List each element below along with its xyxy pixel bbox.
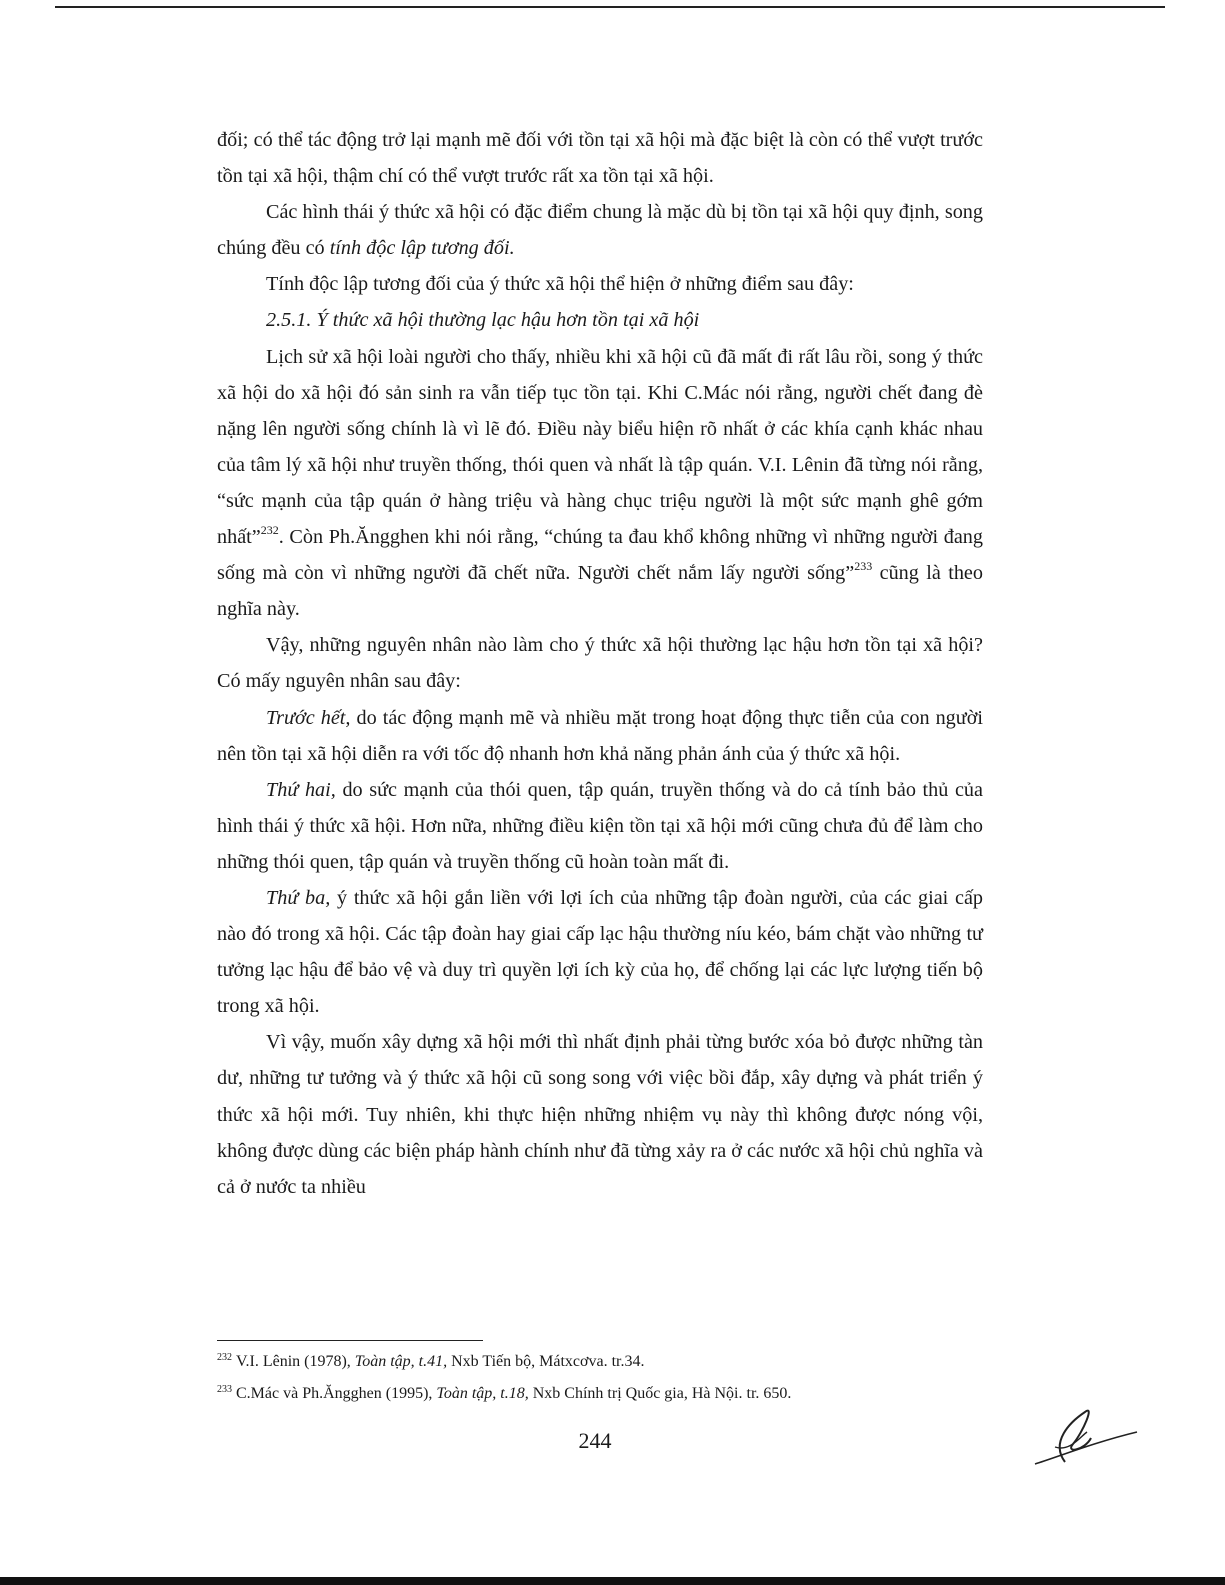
paragraph-cause-first xyxy=(217,700,983,772)
paragraph-text: cũng là theo nghĩa này. xyxy=(217,562,983,621)
emphasis-text: Thứ ba, xyxy=(266,886,331,909)
section-heading: 2.5.1. Ý thức xã hội thường lạc hậu hơn tồn tại xã hội xyxy=(266,309,700,332)
footnote-ref-232: 232 xyxy=(260,523,279,538)
scan-edge-bottom xyxy=(0,1577,1225,1585)
footnote-text: C.Mác và Ph.Ăngghen (1995), xyxy=(236,1385,437,1402)
footnote-232 xyxy=(217,1347,997,1379)
footnotes xyxy=(217,1347,997,1411)
paragraph-text: do sức mạnh của thói quen, tập quán, truyền thống và do cả tính bảo thủ của hình thái ý thức xã hội. Hơn nữa, những điều kiện tồn tại xã hội mới cũng chưa đủ để làm cho những thói quen, tập quán và truyền thống cũ hoàn toàn mất đi. xyxy=(217,778,983,873)
paragraph-continuation: đối; có thể tác động trở lại mạnh mẽ đối với tồn tại xã hội mà đặc biệt là còn có thể vượt trước tồn tại xã hội, thậm chí có thể vượt trước rất xa tồn tại xã hội. xyxy=(217,129,983,188)
signature-mark xyxy=(1025,1392,1145,1472)
footnote-text: V.I. Lênin (1978), xyxy=(236,1353,355,1370)
page-number: 244 xyxy=(578,1428,612,1453)
paragraph-text: ý thức xã hội gắn liền với lợi ích của những tập đoàn người, của các giai cấp nào đó trong xã hội. Các tập đoàn hay giai cấp lạc hậu thường níu kéo, bám chặt vào những tư tưởng lạc hậu để bảo vệ và duy trì quyền lợi ích kỳ của họ, để chống lại các lực lượng tiến bộ trong xã hội. xyxy=(217,886,983,1018)
emphasis-text: Thứ hai, xyxy=(266,778,336,801)
paragraph-intro-points: Tính độc lập tương đối của ý thức xã hội thể hiện ở những điểm sau đây: xyxy=(266,273,854,296)
paragraph-text: . Còn Ph.Ăngghen khi nói rằng, “chúng ta đau khổ không những vì những người đang sống mà còn vì những người đã chết nữa. Người chết nắm lấy người sống” xyxy=(217,526,983,585)
emphasis-text: Trước hết, xyxy=(266,706,351,729)
scan-edge-top xyxy=(55,6,1165,8)
footnote-233 xyxy=(217,1379,997,1411)
footnote-number: 233 xyxy=(217,1384,232,1395)
paragraph-causes-question: Vậy, những nguyên nhân nào làm cho ý thức xã hội thường lạc hậu hơn tồn tại xã hội? Có mấy nguyên nhân sau đây: xyxy=(217,634,983,693)
paragraph-conclusion: Vì vậy, muốn xây dựng xã hội mới thì nhất định phải từng bước xóa bỏ được những tàn dư, những tư tưởng và ý thức xã hội cũ song song với việc bồi đắp, xây dựng và phát triển ý thức xã hội mới. Tuy nhiên, khi thực hiện những nhiệm vụ này thì không được nóng vội, không được dùng các biện pháp hành chính như đã từng xảy ra ở các nước xã hội chủ nghĩa và cả ở nước ta nhiều xyxy=(217,1031,983,1198)
paragraph-cause-second xyxy=(217,772,983,880)
paragraph-text: Các hình thái ý thức xã hội có đặc điểm chung là mặc dù bị tồn tại xã hội quy định, song chúng đều có xyxy=(217,201,983,260)
footnote-text: Nxb Tiến bộ, Mátxcơva. tr.34. xyxy=(447,1353,645,1370)
footnote-ref-233: 233 xyxy=(854,559,873,574)
emphasis-text: tính độc lập tương đối. xyxy=(329,237,515,260)
page-body xyxy=(217,122,983,1205)
paragraph-cause-third xyxy=(217,880,983,1024)
footnote-title: Toàn tập, t.18, xyxy=(436,1385,529,1402)
paragraph-text: Lịch sử xã hội loài người cho thấy, nhiều khi xã hội cũ đã mất đi rất lâu rồi, song ý thức xã hội do xã hội đó sản sinh ra vẫn tiếp tục tồn tại. Khi C.Mác nói rằng, người chết đang đè nặng lên người sống chính là vì lẽ đó. Điều này biểu hiện rõ nhất ở các khía cạnh khác nhau của tâm lý xã hội như truyền thống, thói quen và nhất là tập quán. V.I. Lênin đã từng nói rằng, “sức mạnh của tập quán ở hàng triệu và hàng chục triệu người là một sức mạnh ghê gớm nhất” xyxy=(217,345,983,549)
paragraph-text: do tác động mạnh mẽ và nhiều mặt trong hoạt động thực tiễn của con người nên tồn tại xã hội diễn ra với tốc độ nhanh hơn khả năng phản ánh của ý thức xã hội. xyxy=(217,706,983,765)
footnote-divider xyxy=(217,1340,483,1341)
paragraph-history xyxy=(217,339,983,628)
footnote-number: 232 xyxy=(217,1352,232,1363)
footnote-title: Toàn tập, t.41, xyxy=(354,1353,448,1370)
footnote-text: Nxb Chính trị Quốc gia, Hà Nội. tr. 650. xyxy=(528,1385,792,1402)
paragraph-relative-independence xyxy=(217,194,983,266)
